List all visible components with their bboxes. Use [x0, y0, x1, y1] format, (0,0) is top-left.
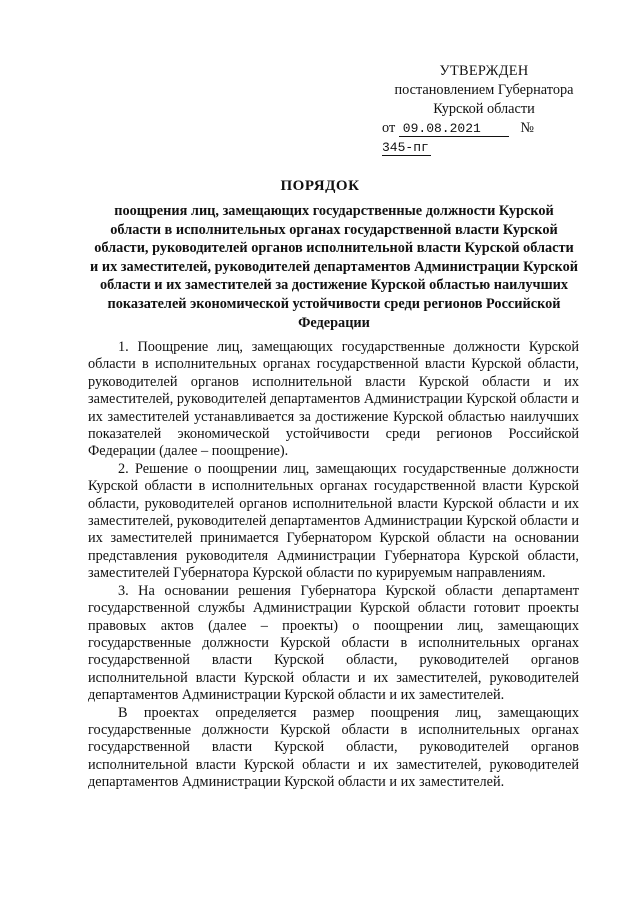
document-title: ПОРЯДОК [280, 178, 360, 194]
number-prefix: № [520, 120, 535, 136]
date-prefix: от [382, 120, 396, 136]
approval-block [384, 62, 584, 157]
paragraph-3: 3. На основании решения Губернатора Курской области департамент государственной службы Администрации Курской области готовит проекты правовых актов (далее – проекты) о поощрении лиц, замещающих государственные должности Курской области в исполнительных органах государственной власти Курской области, руководителей органов исполнительной власти Курской области и их заместителей, руководителей департаментов Администрации Курской области и их заместителей. [88, 582, 579, 704]
document-subtitle: поощрения лиц, замещающих государственные должности Курской области в исполнительных органах государственной власти Курской области, руководителей органов исполнительной власти Курской области и их заместителей, руководителей департаментов Администрации Курской области и их заместителей за достижение Курской областью наилучших показателей экономической устойчивости среди регионов Российской Федерации [90, 203, 578, 331]
approval-line-1: постановлением Губернатора [394, 82, 574, 98]
document-body [88, 339, 579, 792]
paragraph-2: 2. Решение о поощрении лиц, замещающих государственные должности Курской области в исполнительных органах государственной власти Курской области, руководителей органов исполнительной власти Курской области и их заместителей, руководителей департаментов Администрации Курской области и их заместителей принимается Губернатором Курской области на основании представления руководителя Администрации Губернатора Курской области, заместителей Губернатора Курской области по курируемым направлениям. [88, 460, 579, 582]
paragraph-4: В проектах определяется размер поощрения лиц, замещающих государственные должности Курской области в исполнительных органах государственной власти Курской области, руководителей органов исполнительной власти Курской области и их заместителей, руководителей департаментов Администрации Курской области и их заместителей. [88, 704, 579, 791]
approval-heading: УТВЕРЖДЕН [439, 63, 529, 79]
approval-line-2: Курской области [433, 101, 535, 117]
approval-number: 345-пг [382, 140, 429, 155]
approval-date-line [382, 119, 584, 157]
paragraph-1: 1. Поощрение лиц, замещающих государственные должности Курской области в исполнительных органах государственной власти Курской области, руководителей органов исполнительной власти Курской области и их заместителей, руководителей департаментов Администрации Курской области и их заместителей устанавливается за достижение Курской областью наилучших показателей экономической устойчивости среди регионов Российской Федерации (далее – поощрение). [88, 339, 579, 460]
approval-date: 09.08.2021 [399, 121, 509, 137]
